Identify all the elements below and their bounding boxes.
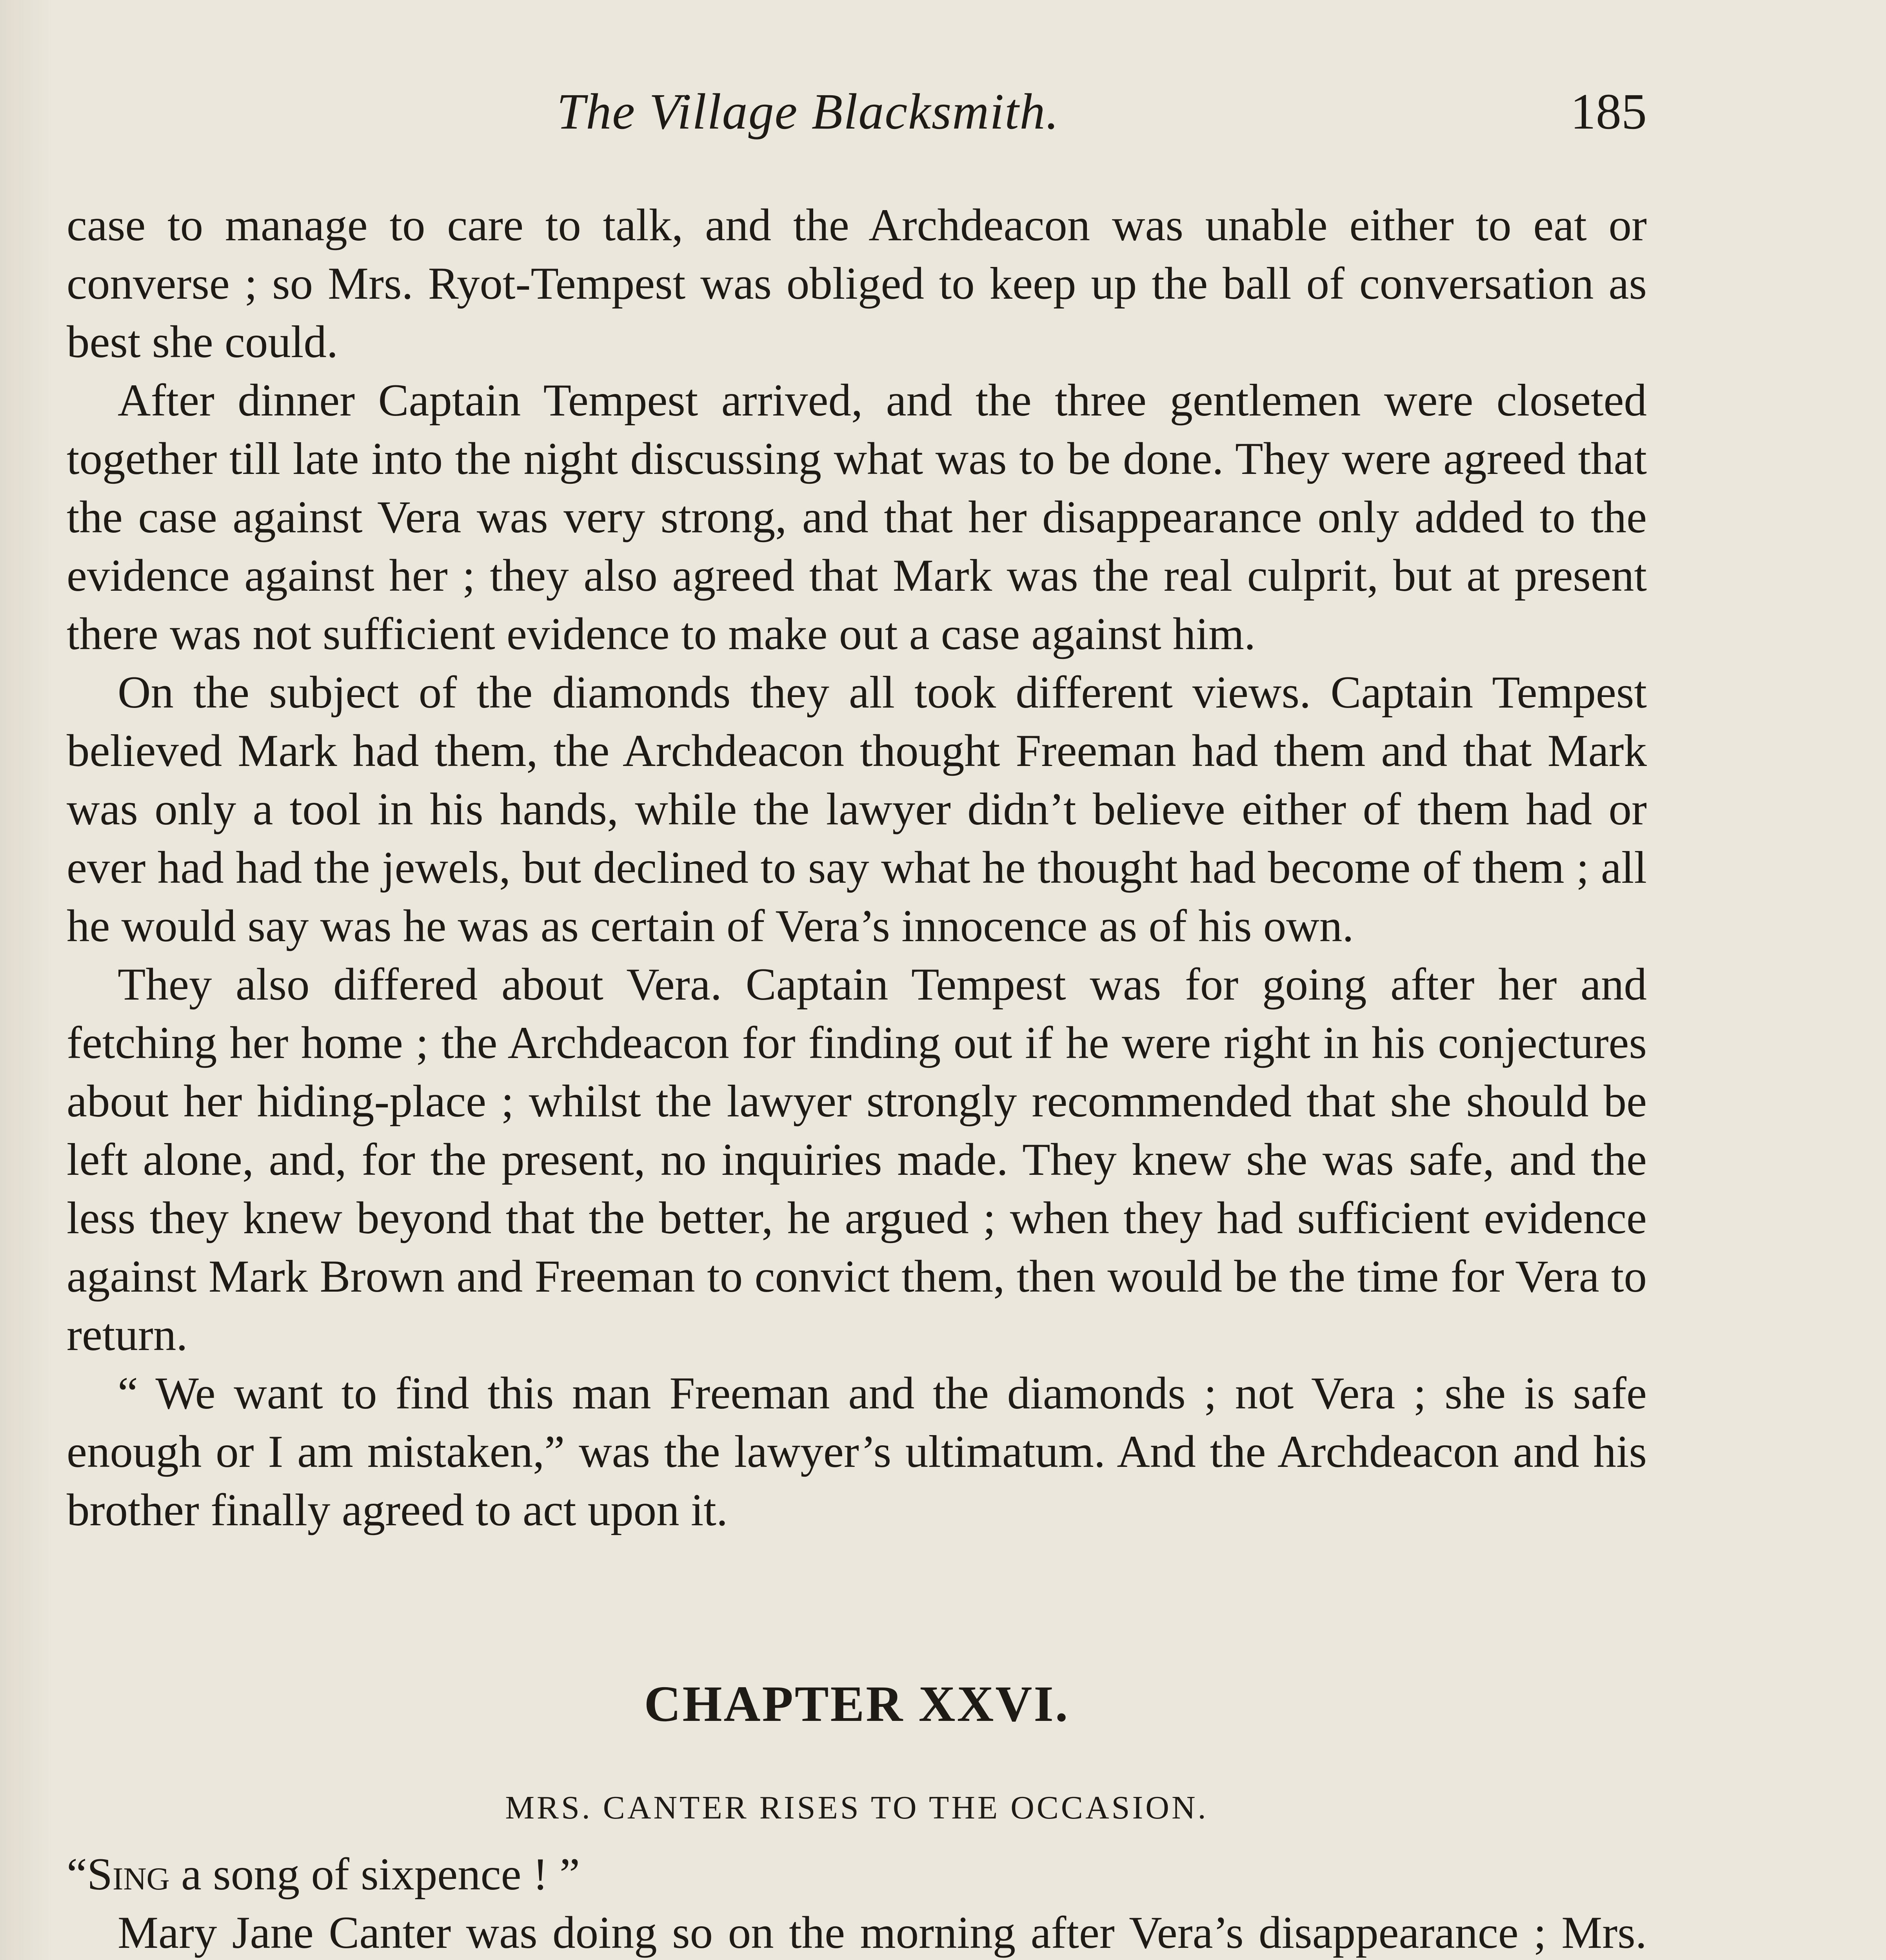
paragraph: “ We want to find this man Freeman and the diamonds ; not Vera ; she is safe enough or I am mistaken,” was the lawyer’s ultimatum. And the Archdeacon and his brother finally agreed to act upon it. (67, 1368, 1647, 1535)
paragraph: Mary Jane Canter was doing so on the morning after Vera’s disappearance ; Mrs. (118, 1907, 1647, 1958)
opening-smallcaps-word: Sing (87, 1849, 170, 1900)
paragraph: They also differed about Vera. Captain Tempest was for going after her and fetching her home ; the Archdeacon for finding out if he were right in his conjectures about her hiding-place ; whilst the lawyer strongly recommended that she should be left alone, and, for the present, no inquiries made. They knew she was safe, and the less they knew beyond that the better, he argued ; when they had sufficient evidence against Mark Brown and Freeman to convict them, then would be the time for Vera to return. (67, 959, 1647, 1360)
opening-quote-mark: “ (67, 1849, 87, 1900)
paragraph: After dinner Captain Tempest arrived, and the three gentlemen were closeted together till late into the night discussing what was to be done. They were agreed that the case against Vera was very strong, and that her disappearance only added to the evidence against her ; they also agreed that Mark was the real culprit, but at present there was not sufficient evidence to make out a case against him. (67, 375, 1647, 659)
body-text (67, 196, 1647, 1960)
paragraph: On the subject of the diamonds they all took different views. Captain Tempest believed Mark had them, the Archdeacon thought Freeman had them and that Mark was only a tool in his hands, while the lawyer didn’t believe either of them had or ever had had the jewels, but declined to say what he thought had become of them ; all he would say was he was as certain of Vera’s innocence as of his own. (67, 667, 1647, 951)
paragraph: case to manage to care to talk, and the Archdeacon was unable either to eat or converse ; so Mrs. Ryot-Tempest was obliged to keep up the ball of conversation as best she could. (67, 200, 1647, 367)
running-title: The Village Blacksmith. (557, 83, 1059, 140)
page-header (71, 78, 1647, 145)
chapter-opening-line (67, 1845, 1647, 1904)
page-number: 185 (1570, 83, 1647, 140)
chapter-heading: CHAPTER XXVI. (644, 1676, 1070, 1732)
chapter-subtitle: MRS. CANTER RISES TO THE OCCASION. (505, 1789, 1208, 1826)
opening-line-rest: a song of sixpence ! ” (169, 1849, 580, 1900)
